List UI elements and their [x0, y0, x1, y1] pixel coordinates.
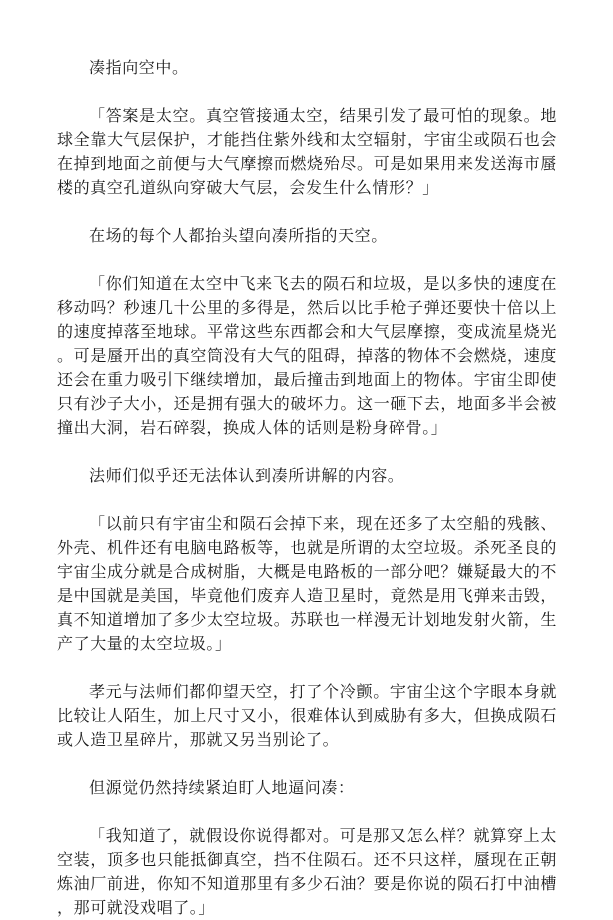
- body-text: [57, 56, 557, 920]
- paragraph: 法师们似乎还无法体认到凑所讲解的内容。: [89, 466, 405, 485]
- paragraph: 「以前只有宇宙尘和陨石会掉下来，现在还多了太空船的残骸、外壳、机件还有电脑电路板等，也就是所谓的太空垃圾。杀死圣良的宇宙尘成分就是合成树脂，大概是电路板的一部分吧？嫌疑最大的不是中国就是美国，毕竟他们废弃人造卫星时，竟然是用飞弹来击毁，真不知道增加了多少太空垃圾。苏联也一样漫无计划地发射火箭，生产了大量的太空垃圾。」: [57, 514, 557, 653]
- paragraph: 「你们知道在太空中飞来飞去的陨石和垃圾，是以多快的速度在移动吗？秒速几十公里的多得是，然后以比手枪子弹还要快十倍以上的速度掉落至地球。平常这些东西都会和大气层摩擦，变成流星烧光。可是蜃开出的真空筒没有大气的阻碍，掉落的物体不会燃烧，速度还会在重力吸引下继续增加，最后撞击到地面上的物体。宇宙尘即使只有沙子大小，还是拥有强大的破坏力。这一砸下去，地面多半会被撞出大洞，岩石碎裂，换成人体的话则是粉身碎骨。」: [57, 274, 557, 437]
- paragraph: 「答案是太空。真空管接通太空，结果引发了最可怕的现象。地球全靠大气层保护，才能挡住紫外线和太空辐射，宇宙尘或陨石也会在掉到地面之前便与大气摩擦而燃烧殆尽。可是如果用来发送海市蜃楼的真空孔道纵向穿破大气层，会发生什么情形？」: [57, 106, 557, 197]
- paragraph: 在场的每个人都抬头望向凑所指的天空。: [89, 226, 388, 245]
- paragraph: 孝元与法师们都仰望天空，打了个冷颤。宇宙尘这个字眼本身就比较让人陌生，加上尺寸又小，很难体认到威胁有多大，但换成陨石或人造卫星碎片，那就又另当别论了。: [57, 682, 557, 749]
- paragraph: 凑指向空中。: [89, 58, 189, 77]
- paragraph: 「我知道了，就假设你说得都对。可是那又怎么样？就算穿上太空装，顶多也只能抵御真空，挡不住陨石。还不只这样，蜃现在正朝炼油厂前进，你知不知道那里有多少石油？要是你说的陨石打中油槽，那可就没戏唱了。」: [57, 826, 557, 917]
- paragraph: 但源觉仍然持续紧迫盯人地逼问凑：: [89, 778, 355, 797]
